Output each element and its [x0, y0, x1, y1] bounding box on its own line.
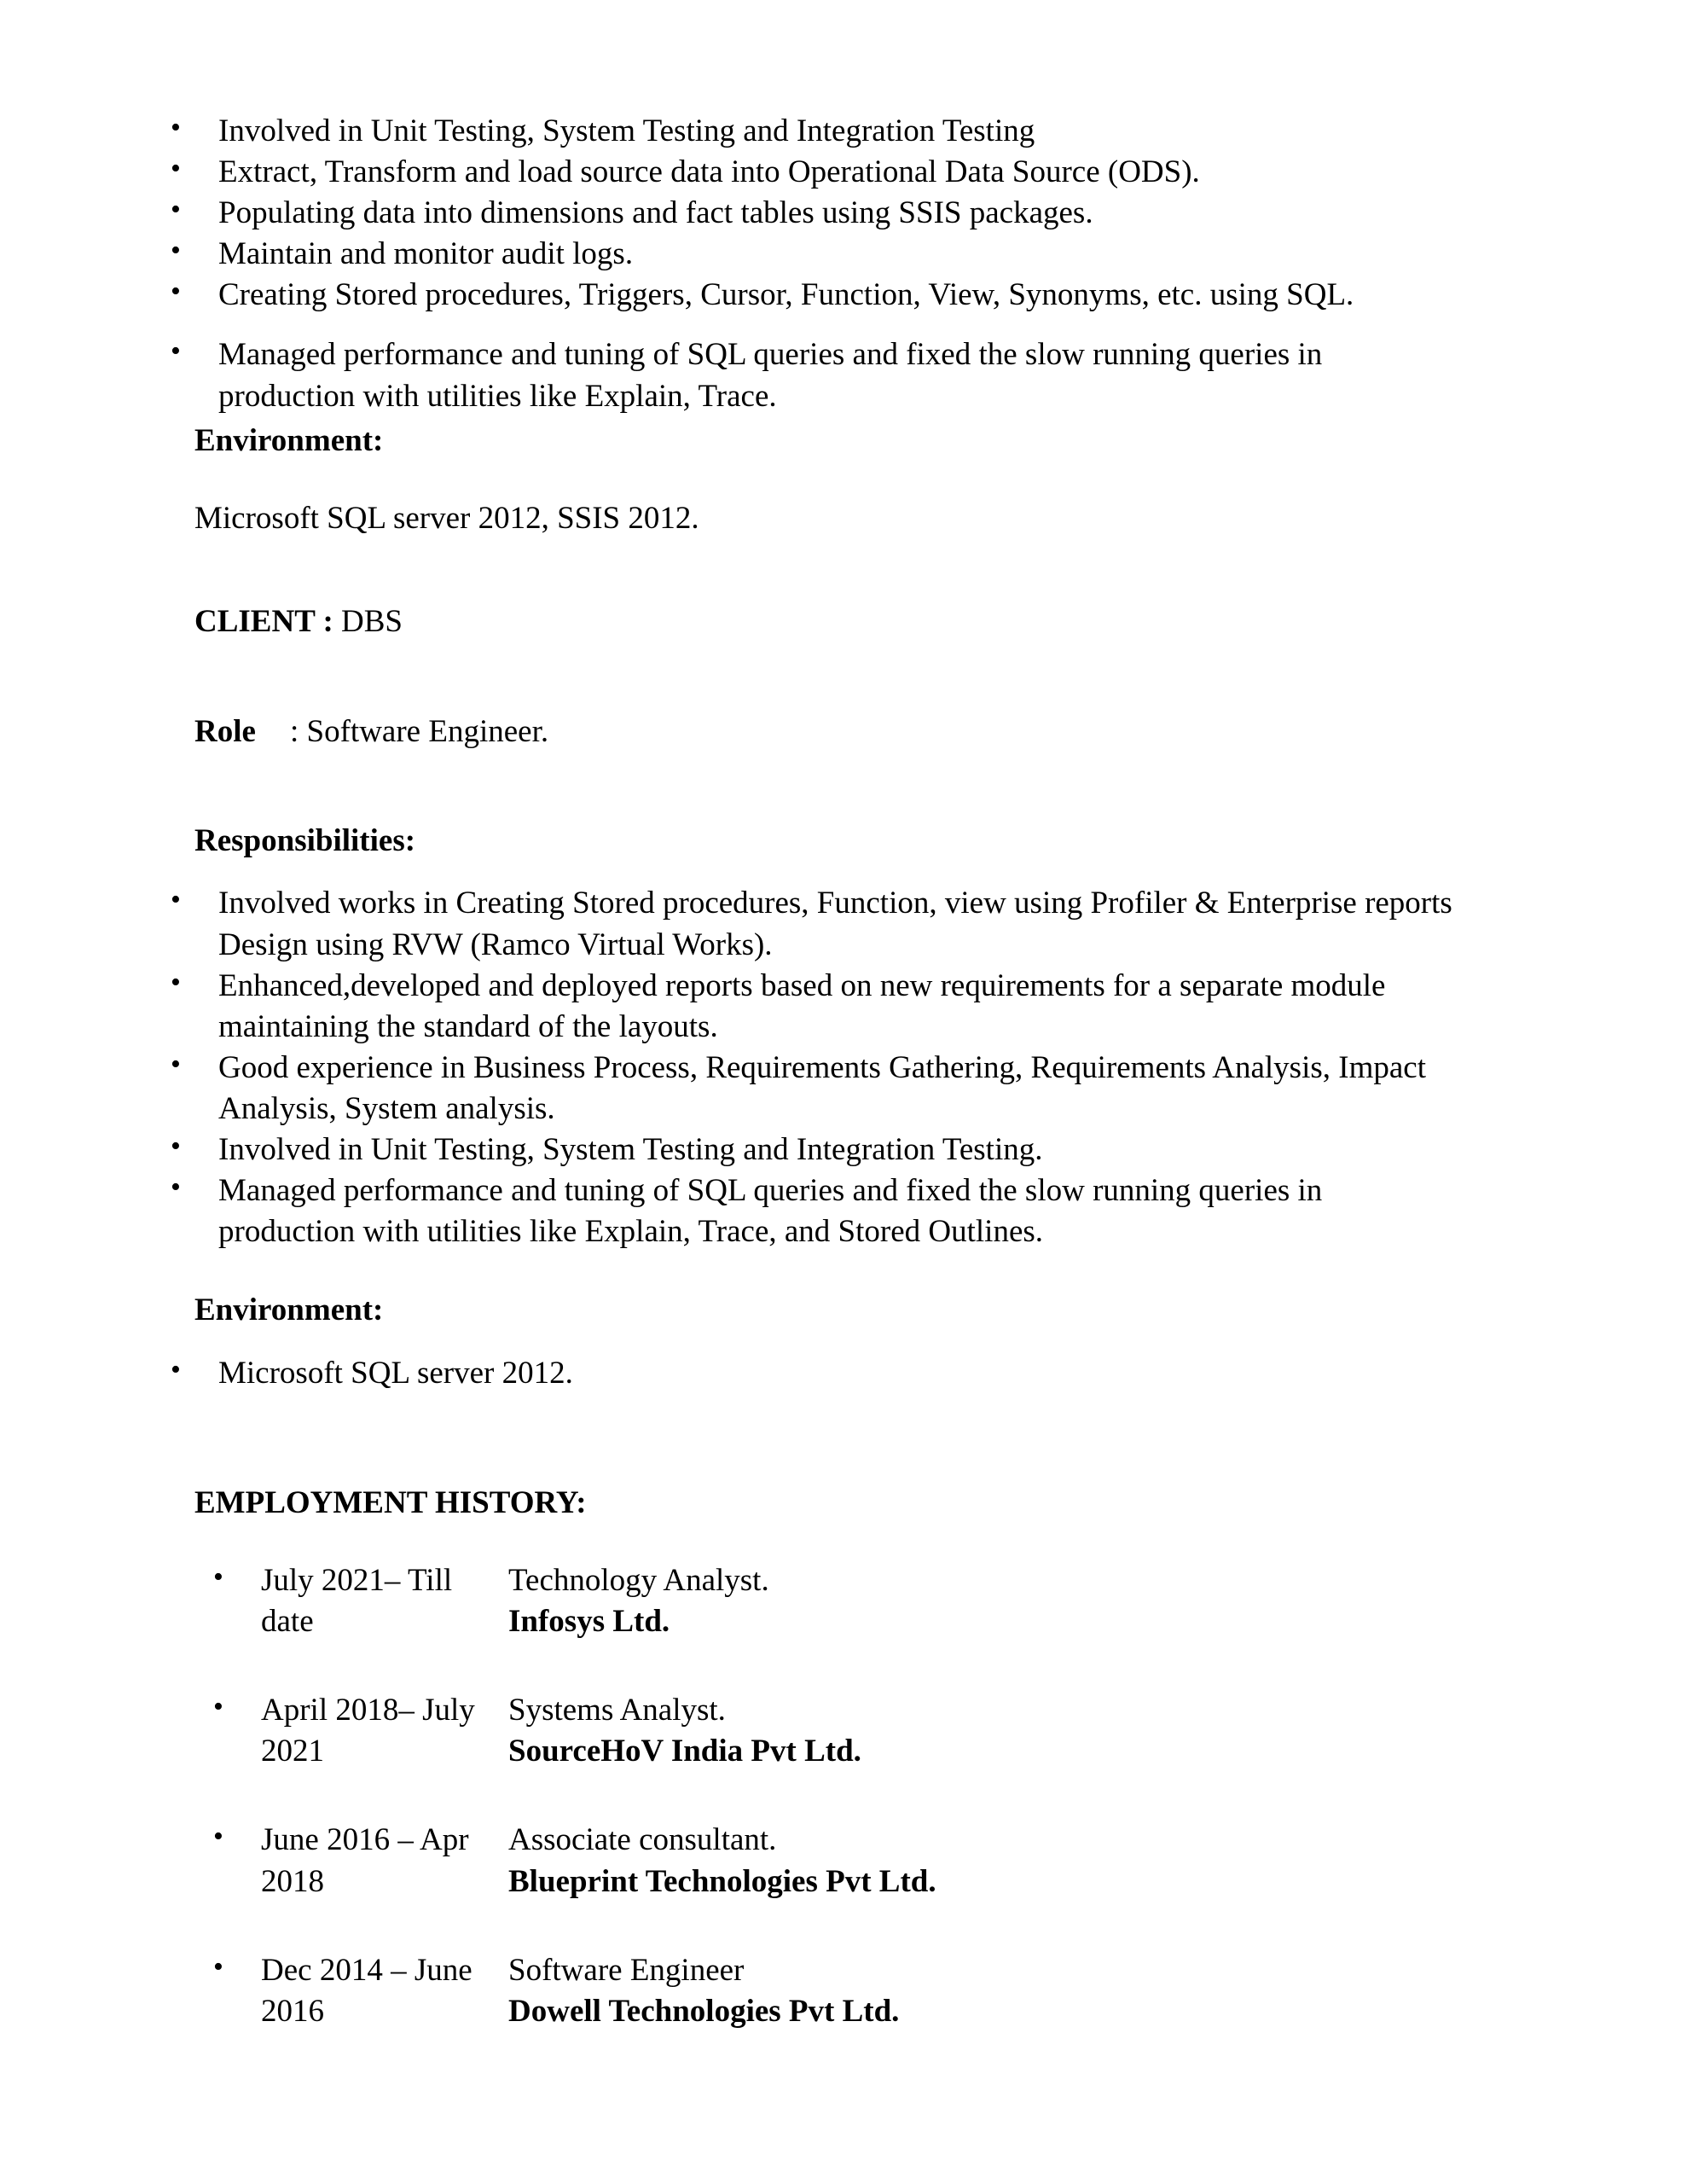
list-item — [152, 1353, 1458, 1394]
bullet-icon: • — [171, 1130, 181, 1163]
list-item — [152, 275, 1458, 316]
employment-entry — [194, 1690, 1458, 1772]
list-item-text: Managed performance and tuning of SQL queries and fixed the slow running queries in production with utilities like Explain, Trace, and Stored Outlines. — [218, 1173, 1323, 1250]
employment-title: Software Engineer — [508, 1952, 745, 1988]
role-line — [194, 712, 1458, 752]
bullet-icon: • — [213, 1561, 223, 1594]
employment-entry-row — [261, 1950, 1458, 2032]
employment-entry — [194, 1950, 1458, 2032]
environment-text-1: Microsoft SQL server 2012, SSIS 2012. — [194, 501, 699, 537]
employment-history-list — [194, 1560, 1458, 2032]
responsibilities-list-2 — [171, 883, 1458, 1252]
bullet-icon: • — [171, 153, 181, 185]
list-item — [152, 334, 1458, 416]
list-item-text: Managed performance and tuning of SQL queries and fixed the slow running queries in production with utilities like Explain, Trace. — [218, 337, 1323, 414]
list-item — [152, 966, 1458, 1048]
environment-heading-1: Environment: — [194, 422, 384, 458]
client-name: DBS — [341, 604, 403, 640]
list-item — [152, 1130, 1458, 1170]
environment-heading-2: Environment: — [194, 1292, 384, 1328]
list-item-text: Involved in Unit Testing, System Testing and Integration Testing. — [218, 1132, 1043, 1168]
list-item-text: Enhanced,developed and deployed reports based on new requirements for a separate module maintaining the standard of the layouts. — [218, 967, 1386, 1044]
list-item — [152, 234, 1458, 275]
bullet-icon: • — [171, 1171, 181, 1204]
bullet-icon: • — [213, 1950, 223, 1983]
list-item-text: Good experience in Business Process, Requirements Gathering, Requirements Analysis, Impact Analysis, System analysis. — [218, 1049, 1426, 1126]
employment-company: Blueprint Technologies Pvt Ltd. — [508, 1863, 936, 1899]
employment-details — [508, 1560, 1458, 1642]
bullet-icon: • — [213, 1821, 223, 1853]
list-item — [152, 1048, 1458, 1130]
role-label: Role — [194, 713, 256, 749]
employment-entry-row — [261, 1690, 1458, 1772]
list-item-text: Microsoft SQL server 2012. — [218, 1355, 573, 1391]
client-label: CLIENT : — [194, 604, 333, 640]
employment-entry — [194, 1820, 1458, 1902]
employment-entry-row — [261, 1560, 1458, 1642]
employment-details — [508, 1690, 1458, 1772]
bullet-icon: • — [171, 884, 181, 916]
list-item-text: Involved works in Creating Stored procedures, Function, view using Profiler & Enterprise reports Design using RVW (Ramco Virtual Works). — [218, 886, 1452, 962]
list-item — [152, 1170, 1458, 1252]
client-line — [194, 601, 1458, 642]
employment-dates: July 2021– Till date — [261, 1563, 453, 1640]
bullet-icon: • — [171, 235, 181, 267]
employment-title: Technology Analyst. — [508, 1563, 769, 1599]
employment-details — [508, 1950, 1458, 2032]
employment-title: Systems Analyst. — [508, 1693, 726, 1728]
list-item-text: Populating data into dimensions and fact tables using SSIS packages. — [218, 195, 1093, 231]
role-value: : Software Engineer. — [290, 713, 549, 749]
responsibilities-list-1 — [171, 111, 1458, 417]
environment-list-2 — [171, 1353, 1458, 1394]
bullet-icon: • — [171, 194, 181, 226]
employment-company: Infosys Ltd. — [508, 1604, 670, 1640]
employment-entry-row — [261, 1820, 1458, 1902]
list-item — [152, 111, 1458, 152]
list-item-text: Extract, Transform and load source data into Operational Data Source (ODS). — [218, 154, 1200, 190]
employment-history-heading: EMPLOYMENT HISTORY: — [194, 1484, 587, 1520]
bullet-icon: • — [171, 335, 181, 368]
client-name-spacer — [333, 604, 341, 639]
list-item — [152, 883, 1458, 965]
employment-dates: Dec 2014 – June 2016 — [261, 1952, 472, 2029]
responsibilities-heading: Responsibilities: — [194, 823, 416, 859]
bullet-icon: • — [171, 276, 181, 308]
employment-company: Dowell Technologies Pvt Ltd. — [508, 1993, 900, 2029]
list-item — [152, 152, 1458, 193]
employment-details — [508, 1820, 1458, 1902]
employment-dates: April 2018– July 2021 — [261, 1693, 475, 1769]
list-item-text: Maintain and monitor audit logs. — [218, 236, 634, 272]
bullet-icon: • — [171, 1353, 181, 1385]
bullet-icon: • — [213, 1691, 223, 1723]
list-item-text: Creating Stored procedures, Triggers, Cursor, Function, View, Synonyms, etc. using SQL. — [218, 277, 1354, 313]
bullet-icon: • — [171, 966, 181, 998]
employment-dates: June 2016 – Apr 2018 — [261, 1822, 469, 1899]
bullet-icon: • — [171, 1048, 181, 1080]
list-item — [152, 193, 1458, 234]
employment-title: Associate consultant. — [508, 1822, 777, 1858]
bullet-icon: • — [171, 112, 181, 143]
employment-company: SourceHoV India Pvt Ltd. — [508, 1734, 861, 1769]
employment-entry — [194, 1560, 1458, 1642]
list-item-text: Involved in Unit Testing, System Testing and Integration Testing — [218, 113, 1035, 148]
